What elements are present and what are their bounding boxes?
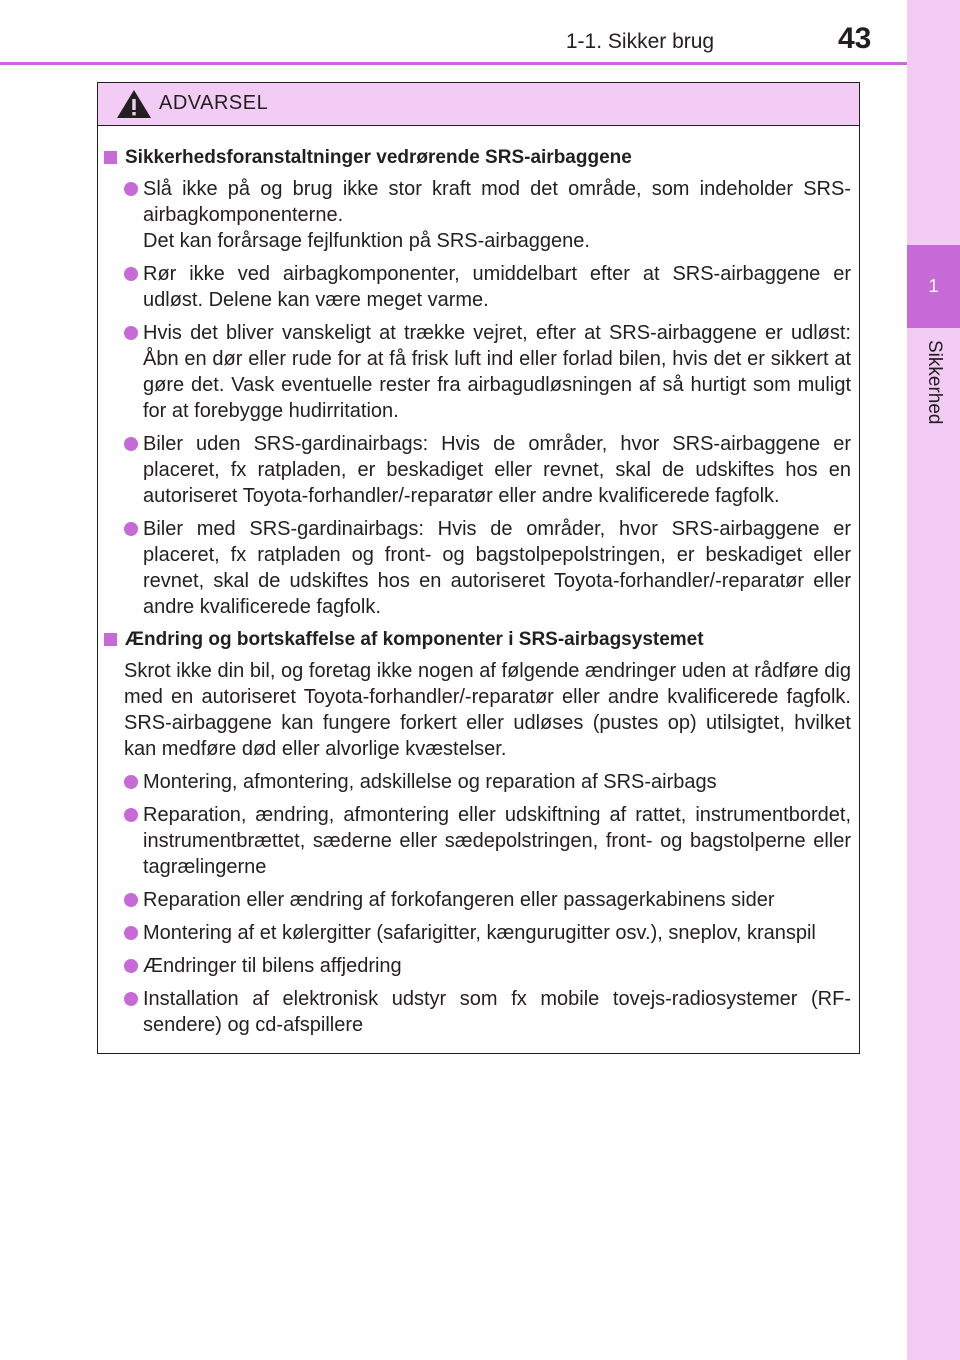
list-item (124, 769, 851, 795)
bullet-icon (124, 437, 138, 451)
list-item-text: Biler uden SRS-gardinairbags: Hvis de områder, hvor SRS-airbaggene er placeret, fx ratpladen, er beskadiget eller revnet, skal de udskiftes hos en autoriseret Toyota-forhandler/-reparatør eller andre kvalificerede fagfolk. (143, 433, 851, 507)
page-number: 43 (838, 22, 872, 55)
list-item (124, 953, 851, 979)
warning-header (98, 83, 859, 126)
square-bullet-icon (104, 151, 117, 164)
list-item-text: Biler med SRS-gardinairbags: Hvis de områder, hvor SRS-airbaggene er placeret, fx ratpladen og front- og bagstolpepolstringen, er beskadiget eller revnet, skal de udskiftes hos en autoriseret Toyota-forhandler/-reparatør eller andre kvalificerede fagfolk. (143, 518, 851, 618)
bullet-icon (124, 775, 138, 789)
square-bullet-icon (104, 633, 117, 646)
list-item (124, 920, 851, 946)
bullet-icon (124, 808, 138, 822)
bullet-icon (124, 893, 138, 907)
bullet-icon (124, 182, 138, 196)
list-item (124, 516, 851, 620)
section-title: 1-1. Sikker brug (565, 30, 715, 53)
list-item-text: Montering, afmontering, adskillelse og reparation af SRS-airbags (143, 771, 717, 793)
list-item-text: Reparation eller ændring af forkofangeren eller passagerkabinens sider (143, 889, 775, 911)
section-heading-text: Sikkerhedsforanstaltninger vedrørende SRS-airbaggene (125, 147, 632, 168)
chapter-label: Sikkerhed (924, 340, 945, 425)
list-item (124, 802, 851, 880)
list-item (124, 986, 851, 1038)
bullet-icon (124, 326, 138, 340)
warning-title: ADVARSEL (159, 92, 269, 114)
list-item-text: Slå ikke på og brug ikke stor kraft mod det område, som indeholder SRS-airbagkomponenterne. Det kan forårsage fejlfunktion på SRS-airbaggene. (143, 178, 851, 252)
warning-triangle-icon (116, 89, 152, 119)
list-item-text: Montering af et kølergitter (safarigitter, kængurugitter osv.), sneplov, kranspil (143, 922, 816, 944)
section-heading (104, 145, 851, 171)
list-item-text: Reparation, ændring, afmontering eller udskiftning af rattet, instrumentbordet, instrumentbrættet, sæderne eller sædepolstringen, front- og bagstolperne eller tagrælingerne (143, 804, 851, 878)
list-item (124, 261, 851, 313)
bullet-icon (124, 992, 138, 1006)
list-item-text: Rør ikke ved airbagkomponenter, umiddelbart efter at SRS-airbaggene er udløst. Delene kan være meget varme. (143, 263, 851, 311)
warning-box (97, 82, 860, 1054)
list-item (124, 176, 851, 254)
list-item-text: Installation af elektronisk udstyr som fx mobile tovejs-radiosystemer (RF-sendere) og cd-afspillere (143, 988, 851, 1036)
bullet-icon (124, 926, 138, 940)
bullet-icon (124, 267, 138, 281)
chapter-number: 1 (907, 245, 960, 328)
bullet-icon (124, 522, 138, 536)
list-item (124, 320, 851, 424)
list-item (124, 431, 851, 509)
section-intro: Skrot ikke din bil, og foretag ikke nogen af følgende ændringer uden at rådføre dig med en autoriseret Toyota-forhandler/-reparatør eller andre kvalificerede fagfolk. SRS-airbaggene kan fungere forkert eller udløses (pustes op) utilsigtet, hvilket kan medføre død eller alvorlige kvæstelser. (124, 660, 851, 760)
list-item-text: Ændringer til bilens affjedring (143, 955, 402, 977)
chapter-side-tab (907, 0, 960, 1360)
header-divider (0, 62, 907, 65)
list-item-text: Hvis det bliver vanskeligt at trække vejret, efter at SRS-airbaggene er udløst: Åbn en dør eller rude for at få frisk luft ind eller forlad bilen, hvis det er sikkert at gøre det. Vask eventuelle rester fra airbagudløsningen af så hurtigt som muligt for at forebygge hudirritation. (143, 322, 851, 422)
bullet-icon (124, 959, 138, 973)
section-heading (104, 627, 851, 653)
warning-body (98, 126, 859, 1038)
section-heading-text: Ændring og bortskaffelse af komponenter i SRS-airbagsystemet (125, 629, 704, 650)
list-item (124, 887, 851, 913)
